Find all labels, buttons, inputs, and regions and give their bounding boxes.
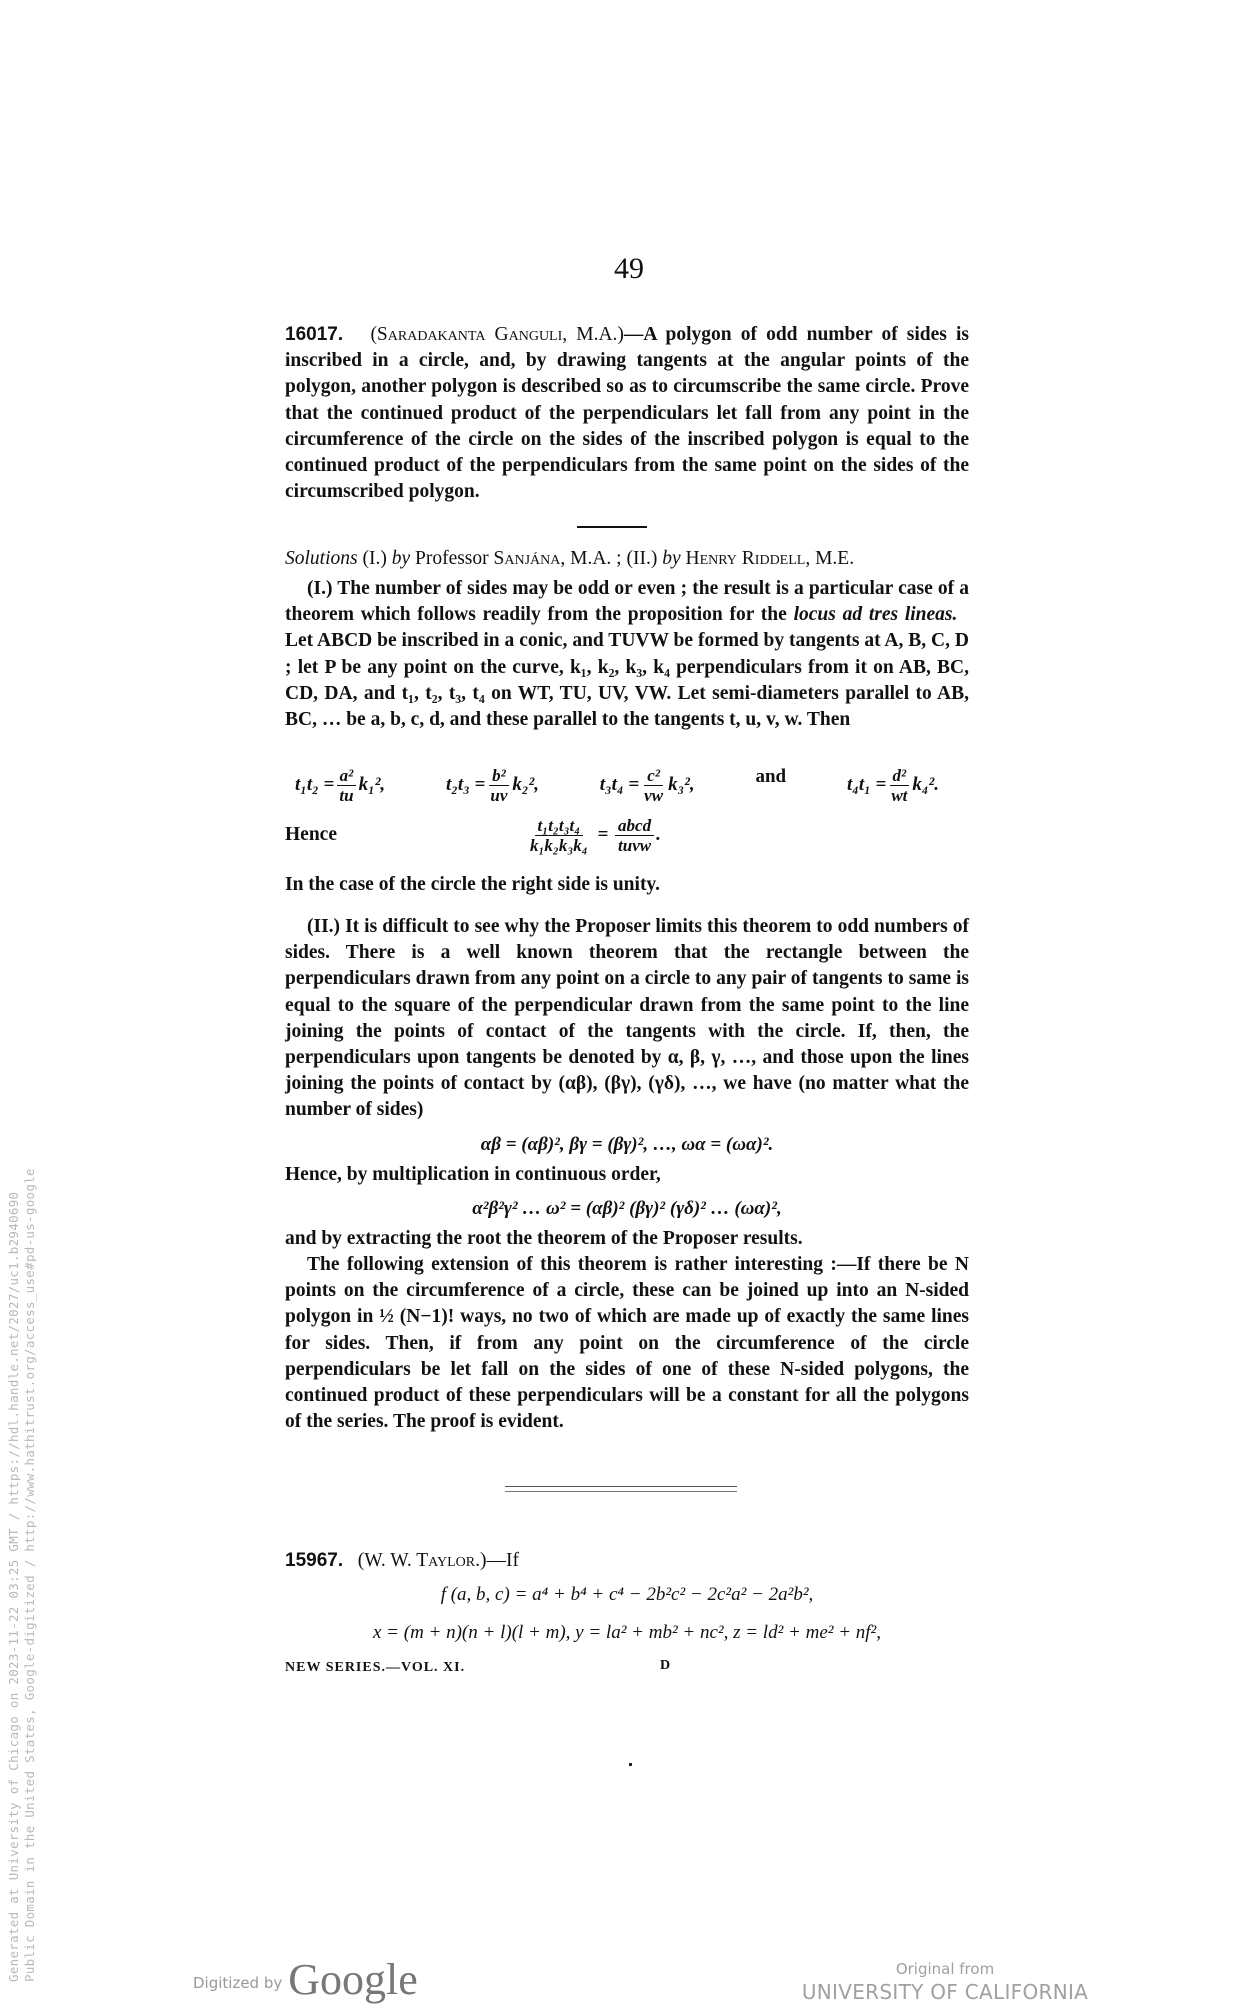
solution-1 <box>285 576 969 733</box>
solution-2-text-a: (II.) It is difficult to see why the Proposer limits this theorem to odd numbers of sides. There is a well known theorem that the rectangle between the perpendiculars drawn from any point on a circle to any pair of tangents to same is equal to the square of the perpendicular drawn from the same point to the line joining the points of contact of the tangents with the circle. If, then, the perpendiculars upon tangents be denoted by α, β, γ, …, and those upon the lines joining the points of contact by (αβ), (βγ), (γδ), …, we have (no matter what the number of sides) <box>285 916 969 1121</box>
question-body: —If <box>486 1550 519 1571</box>
solution-2-text-c: and by extracting the root the theorem of the Proposer results. <box>285 1228 803 1249</box>
question-16017 <box>285 322 969 505</box>
original-label: Original from <box>895 1960 995 1978</box>
watermark-line-2: Public Domain in the United States, Google-digitized / http://www.hathitrust.org/access_use#pd-us-google <box>22 1168 37 1982</box>
double-rule-top <box>505 1486 737 1487</box>
solution-2-text-c-wrap <box>285 1226 969 1252</box>
solution-2-marker: (II.) <box>626 548 658 569</box>
digitized-by-google <box>193 1955 418 2004</box>
hence-equation-row <box>285 816 969 855</box>
solution-2-text-b-wrap <box>285 1162 969 1188</box>
signature-mark: D <box>660 1658 672 1673</box>
institution-name: UNIVERSITY OF CALIFORNIA <box>801 1980 1089 2004</box>
by-label: by <box>391 548 411 569</box>
watermark-line-1: Generated at University of Chicago on 2023-11-22 03:25 GMT / https://hdl.handle.net/2027/uc1.b2940690 <box>6 1191 21 1982</box>
question-number: 16017. <box>285 324 344 345</box>
author-2: Henry Riddell <box>685 548 806 569</box>
locus-phrase: locus ad tres lineas. <box>793 604 958 626</box>
equation-pairs: αβ = (αβ)², βγ = (βγ)², …, ωα = (ωα)². <box>480 1134 774 1155</box>
hence-equation: $\frac{\text{t₁t₂t₃t₄}}{\text{k₁k₂k₃k₄}}$ = $\frac{\text{abcd}}{\text{tuvw}}$ . <box>530 816 661 855</box>
equation-product: α²β²γ² … ω² = (αβ)² (βγ)² (γδ)² … (ωα)², <box>472 1198 782 1219</box>
equation-1: t₁t₂ = $\frac{\text{a²}}{tu}$ k₁², <box>295 766 386 805</box>
equation-f: f (a, b, c) = a⁴ + b⁴ + c⁴ − 2b²c² − 2c²a² − 2a²b², <box>440 1584 814 1605</box>
google-logo: Google <box>288 1955 418 2004</box>
question-author: (Saradakanta Ganguli, M.A.) <box>370 324 624 345</box>
equation-4: t₄t₁ = $\frac{\text{d²}}{wt}$ k₄². <box>846 766 939 805</box>
solution-2-text-b: Hence, by multiplication in continuous order, <box>285 1164 661 1185</box>
ink-speck <box>629 1763 632 1766</box>
solutions-label: Solutions <box>285 548 358 569</box>
equation-xyz: x = (m + n)(n + l)(l + m), y = la² + mb² + nc², z = ld² + me² + nf², <box>372 1622 881 1643</box>
solution-2-text-d-wrap <box>285 1252 969 1435</box>
solution-1-paragraph <box>285 576 969 733</box>
solution-1-text-b: Let ABCD be inscribed in a conic, and TUVW be formed by tangents at A, B, C, D ; let P be any point on the curve, k₁, k₂, k₃, k₄ perpendiculars from it on AB, BC, CD, DA, and t₁, t₂, t₃, t₄ on WT, TU, UV, VW. Let semi-diameters parallel to AB, BC, … be a, b, c, d, and these parallel to the tangents t, u, v, w. Then <box>285 630 969 731</box>
author-2-suffix: , M.E. <box>805 548 855 569</box>
equation-row-tangent-products <box>285 766 969 805</box>
page-number: 49 <box>614 252 644 285</box>
conclusion-text: In the case of the circle the right side is unity. <box>285 874 660 895</box>
question-author: (W. W. Taylor.) <box>357 1550 487 1571</box>
page-footer <box>285 1658 969 1676</box>
solution-2-text-d: The following extension of this theorem is rather interesting :—If there be N points on the circumference of a circle, these can be joined up into an N-sided polygon in ½ (N−1)! ways, no two of which are made up of exactly the same lines for sides. Then, if from any point on the circumference of the circle perpendiculars be let fall on the sides of one of these N-sided polygons, the continued product of these perpendiculars will be a constant for all the polygons of the series. The proof is evident. <box>285 1254 969 1433</box>
series-label: NEW SERIES.—VOL. XI. <box>285 1660 466 1675</box>
double-rule-bottom <box>505 1491 737 1492</box>
question-16017-text <box>285 322 969 505</box>
digitized-label: Digitized by <box>193 1974 283 1992</box>
and-word: and <box>755 766 787 787</box>
solution-2 <box>285 914 969 1124</box>
solutions-heading <box>285 546 969 572</box>
question-15967 <box>285 1548 969 1574</box>
solution-1-marker: (I.) <box>362 548 387 569</box>
equation-3: t₃t₄ = $\frac{\text{c²}}{vw}$ k₃², <box>599 766 695 805</box>
section-divider <box>577 526 647 528</box>
hence-label: Hence <box>285 824 337 846</box>
original-from <box>800 1960 1090 2004</box>
equation-2: t₂t₃ = $\frac{\text{b²}}{uv}$ k₂², <box>445 766 539 805</box>
solution-1-text-a: (I.) The number of sides may be odd or even ; the result is a particular case of a theorem which follows readily from the proposition for the <box>285 578 969 626</box>
author-1-prefix: Professor <box>414 548 489 569</box>
solution-1-conclusion <box>285 872 969 898</box>
question-body: —A polygon of odd number of sides is inscribed in a circle, and, by drawing tangents at the angular points of the polygon, another polygon is described so as to circumscribe the same circle. Prove that the continued product of the perpendiculars let fall from any point in the circumference of the circle on the sides of the inscribed polygon is equal to the continued product of the perpendiculars from the same point on the sides of the circumscribed polygon. <box>285 324 969 503</box>
author-1: Sanjána <box>493 548 561 569</box>
author-1-suffix: , M.A. ; <box>560 548 622 569</box>
question-number: 15967. <box>285 1550 344 1571</box>
by-label: by <box>662 548 681 569</box>
